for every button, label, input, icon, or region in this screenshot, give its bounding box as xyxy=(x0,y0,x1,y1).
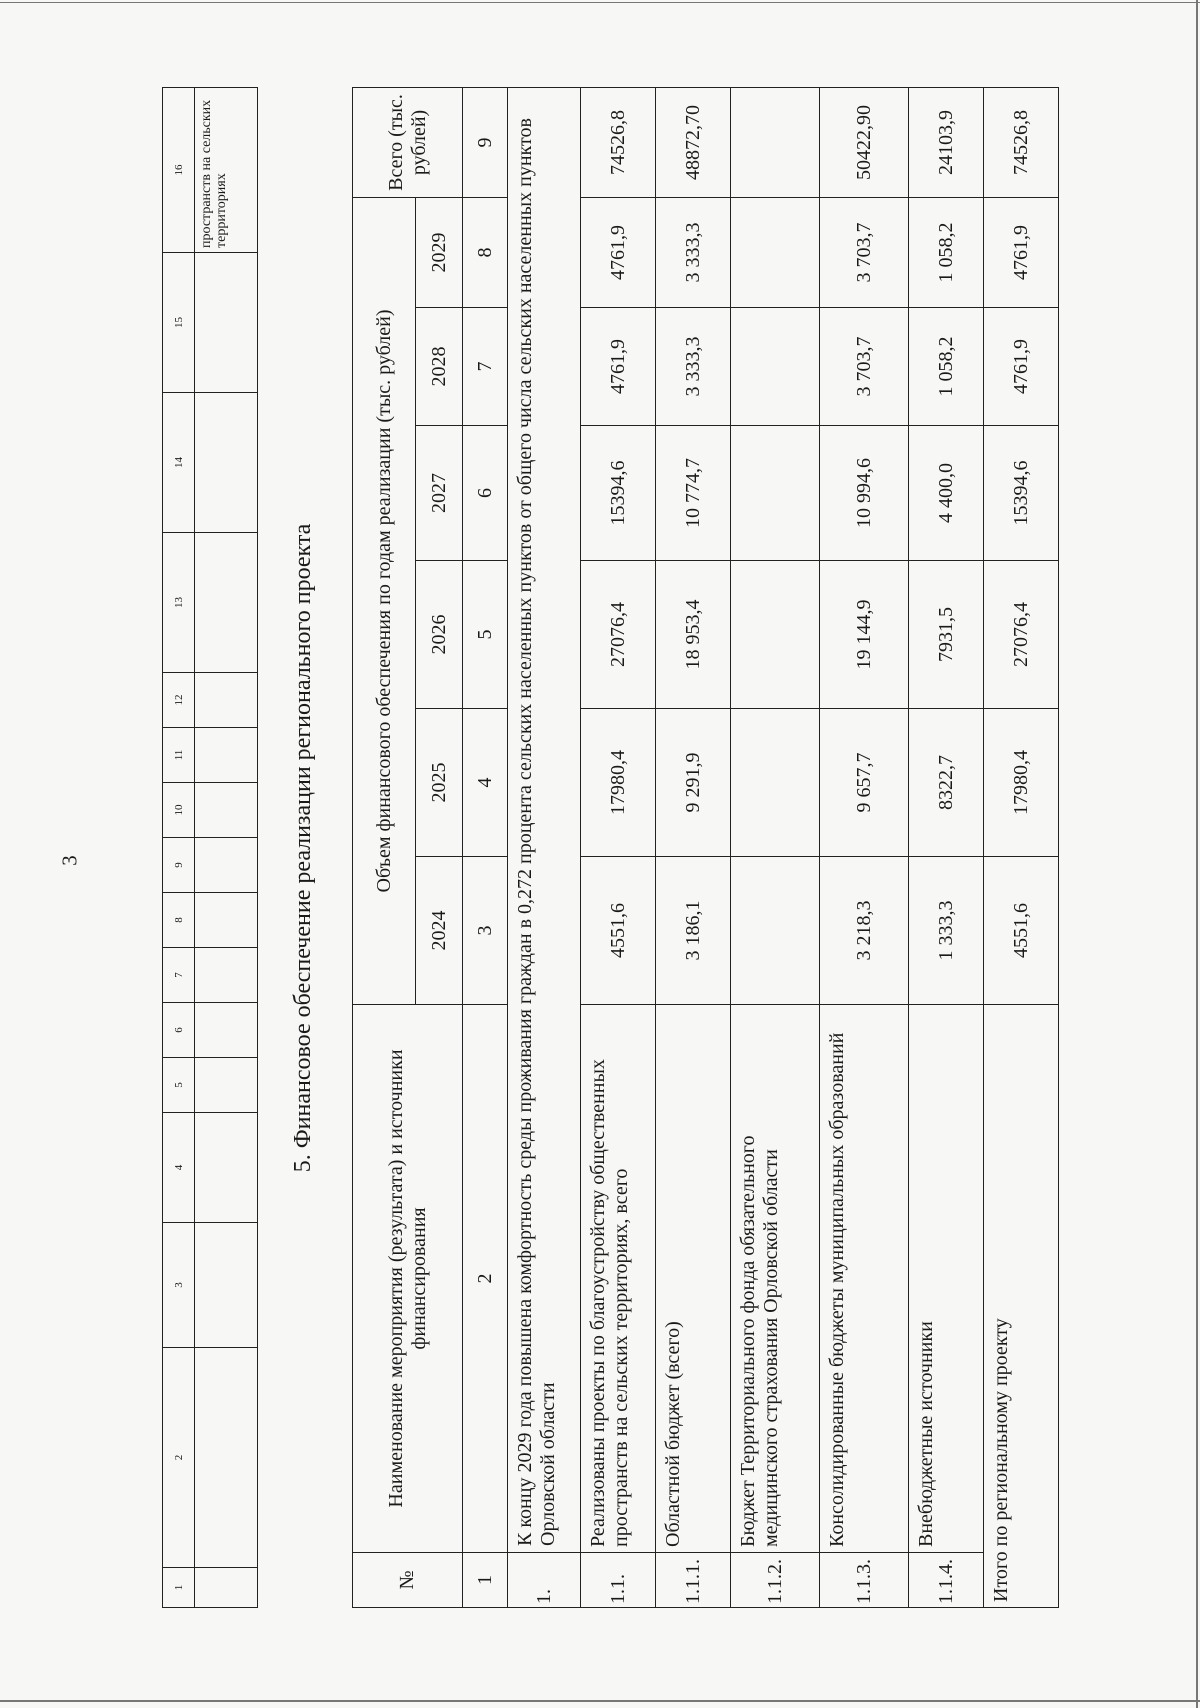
column-number: 8 xyxy=(463,197,508,307)
cont-colnum: 9 xyxy=(163,838,195,893)
continuation-table xyxy=(162,87,258,1608)
header-volume: Объем финансового обеспечения по годам реализации (тыс. рублей) xyxy=(353,197,416,1004)
header-no: № xyxy=(353,1553,463,1608)
header-total: Всего (тыс. рублей) xyxy=(353,87,463,197)
value-2028: 3 703,7 xyxy=(820,308,909,426)
cont-cell xyxy=(195,1058,258,1113)
header-year: 2029 xyxy=(416,197,463,307)
cont-cell xyxy=(195,393,258,533)
total-2026: 27076,4 xyxy=(984,561,1059,709)
value-2029: 1 058,2 xyxy=(909,197,984,307)
value-2026: 27076,4 xyxy=(581,561,656,709)
row-number: 1.1. xyxy=(581,1553,656,1608)
header-year: 2024 xyxy=(416,857,463,1005)
cont-cell xyxy=(195,533,258,673)
header-year: 2025 xyxy=(416,709,463,857)
total-2025: 17980,4 xyxy=(984,709,1059,857)
value-2024: 3 218,3 xyxy=(820,857,909,1005)
column-numbers-row xyxy=(463,87,508,1607)
cont-colnum: 16 xyxy=(163,88,195,253)
cont-cell xyxy=(195,1348,258,1568)
row-number: 1.1.1. xyxy=(656,1553,731,1608)
value-2025: 9 657,7 xyxy=(820,709,909,857)
column-number: 3 xyxy=(463,857,508,1005)
value-2024: 4551,6 xyxy=(581,857,656,1005)
goal-row xyxy=(508,87,581,1607)
cont-colnum: 4 xyxy=(163,1113,195,1223)
column-number: 5 xyxy=(463,561,508,709)
table-row xyxy=(909,87,984,1607)
table-row xyxy=(820,87,909,1607)
value-2025 xyxy=(731,709,820,857)
cont-colnum: 2 xyxy=(163,1348,195,1568)
cont-cell xyxy=(195,893,258,948)
goal-text: К концу 2029 года повышена комфортность среды проживания граждан в 0,272 процента сельских населенных пунктов от общего числа сельских населенных пунктов Орловской области xyxy=(508,87,581,1552)
value-2027: 10 774,7 xyxy=(656,426,731,561)
value-2029: 3 703,7 xyxy=(820,197,909,307)
column-number: 2 xyxy=(463,1005,508,1553)
value-2028: 4761,9 xyxy=(581,308,656,426)
value-2026: 19 144,9 xyxy=(820,561,909,709)
cont-colnum: 3 xyxy=(163,1223,195,1348)
value-2027: 4 400,0 xyxy=(909,426,984,561)
cont-colnum: 15 xyxy=(163,253,195,393)
row-number: 1.1.2. xyxy=(731,1553,820,1608)
value-2029: 4761,9 xyxy=(581,197,656,307)
value-2024 xyxy=(731,857,820,1005)
column-number: 6 xyxy=(463,426,508,561)
row-name: Консолидированные бюджеты муниципальных образований xyxy=(820,1005,909,1553)
cont-colnum: 7 xyxy=(163,948,195,1003)
value-2029 xyxy=(731,197,820,307)
cont-cell xyxy=(195,1003,258,1058)
cont-colnum: 8 xyxy=(163,893,195,948)
cont-colnum: 10 xyxy=(163,783,195,838)
value-total: 24103,9 xyxy=(909,87,984,197)
cont-cell xyxy=(195,948,258,1003)
scan-bottom-edge xyxy=(0,1700,1200,1702)
scan-top-edge xyxy=(0,2,1200,3)
header-name: Наименование мероприятия (результата) и источники финансирования xyxy=(353,1005,463,1553)
value-total: 48872,70 xyxy=(656,87,731,197)
cont-cell xyxy=(195,783,258,838)
header-row-1 xyxy=(353,87,416,1607)
column-number: 4 xyxy=(463,709,508,857)
row-name: Областной бюджет (всего) xyxy=(656,1005,731,1553)
cont-colnum: 11 xyxy=(163,728,195,783)
total-2027: 15394,6 xyxy=(984,426,1059,561)
page-number: 3 xyxy=(57,855,82,866)
table-row xyxy=(581,87,656,1607)
header-year: 2026 xyxy=(416,561,463,709)
total-label: Итого по региональному проекту xyxy=(984,1005,1059,1608)
total-2024: 4551,6 xyxy=(984,857,1059,1005)
row-name: Внебюджетные источники xyxy=(909,1005,984,1553)
row-number: 1.1.3. xyxy=(820,1553,909,1608)
value-2027: 15394,6 xyxy=(581,426,656,561)
value-2027 xyxy=(731,426,820,561)
column-number: 7 xyxy=(463,308,508,426)
cont-colnum: 13 xyxy=(163,533,195,673)
total-sum: 74526,8 xyxy=(984,87,1059,197)
value-2028 xyxy=(731,308,820,426)
cont-colnum: 1 xyxy=(163,1568,195,1608)
cont-cell xyxy=(195,1113,258,1223)
continuation-body-row xyxy=(195,88,258,1608)
value-2026: 7931,5 xyxy=(909,561,984,709)
value-total xyxy=(731,87,820,197)
cont-colnum: 14 xyxy=(163,393,195,533)
value-2026 xyxy=(731,561,820,709)
header-year: 2027 xyxy=(416,426,463,561)
column-number: 9 xyxy=(463,87,508,197)
cont-cell xyxy=(195,253,258,393)
value-2029: 3 333,3 xyxy=(656,197,731,307)
total-2028: 4761,9 xyxy=(984,308,1059,426)
value-2025: 17980,4 xyxy=(581,709,656,857)
cont-cell xyxy=(195,1568,258,1608)
cont-col16-text: пространств на сельских территориях xyxy=(195,88,258,253)
rotated-page-content xyxy=(152,78,1200,1608)
value-2024: 1 333,3 xyxy=(909,857,984,1005)
continuation-header-row xyxy=(163,88,195,1608)
value-total: 50422,90 xyxy=(820,87,909,197)
cont-cell xyxy=(195,1223,258,1348)
cont-cell xyxy=(195,673,258,728)
value-2028: 1 058,2 xyxy=(909,308,984,426)
cont-cell xyxy=(195,728,258,783)
value-2025: 9 291,9 xyxy=(656,709,731,857)
column-number: 1 xyxy=(463,1553,508,1608)
total-row xyxy=(984,87,1059,1607)
row-name: Реализованы проекты по благоустройству общественных пространств на сельских территориях, всего xyxy=(581,1005,656,1553)
row-name: Бюджет Территориального фонда обязательного медицинского страхования Орловской области xyxy=(731,1005,820,1553)
cont-colnum: 6 xyxy=(163,1003,195,1058)
value-2028: 3 333,3 xyxy=(656,308,731,426)
table-row xyxy=(656,87,731,1607)
value-2025: 8322,7 xyxy=(909,709,984,857)
table-row xyxy=(731,87,820,1607)
cont-cell xyxy=(195,838,258,893)
value-2027: 10 994,6 xyxy=(820,426,909,561)
value-2024: 3 186,1 xyxy=(656,857,731,1005)
row-number: 1.1.4. xyxy=(909,1553,984,1608)
total-2029: 4761,9 xyxy=(984,197,1059,307)
cont-colnum: 5 xyxy=(163,1058,195,1113)
value-total: 74526,8 xyxy=(581,87,656,197)
header-year: 2028 xyxy=(416,308,463,426)
section-title: 5. Финансовое обеспечение реализации регионального проекта xyxy=(290,523,316,1173)
cont-colnum: 12 xyxy=(163,673,195,728)
value-2026: 18 953,4 xyxy=(656,561,731,709)
goal-number: 1. xyxy=(508,1553,581,1608)
financing-table xyxy=(352,87,1059,1608)
